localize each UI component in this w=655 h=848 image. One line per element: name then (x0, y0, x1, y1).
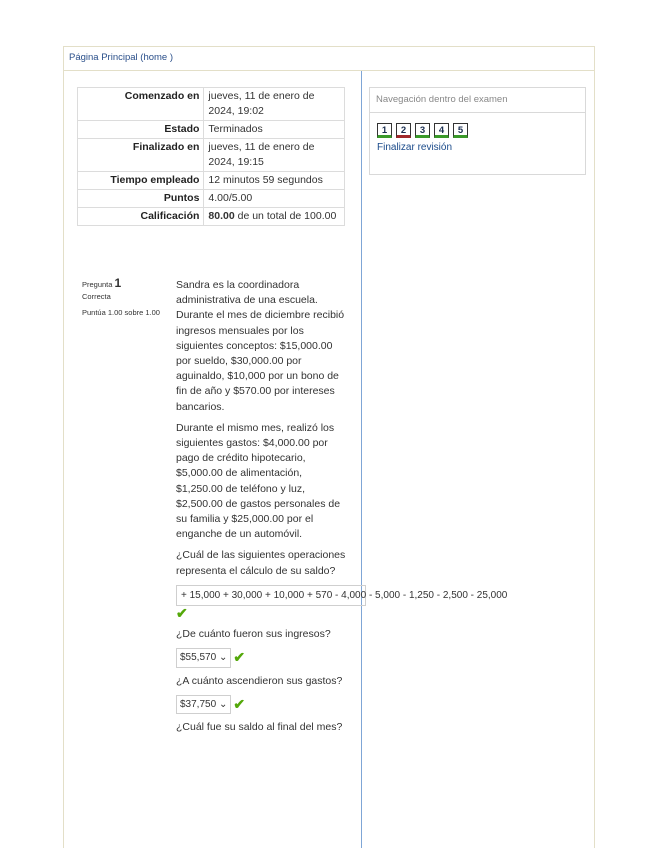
quiz-navigation-panel (369, 87, 586, 175)
summary-label: Estado (78, 121, 204, 139)
question-info (82, 277, 162, 319)
check-icon: ✔ (233, 695, 246, 712)
answer-select-expenses[interactable]: $37,750 ⌄ (176, 695, 231, 714)
quiz-navigation-buttons (377, 123, 585, 138)
column-divider (361, 71, 362, 848)
question-nav-button-1[interactable]: 1 (377, 123, 392, 138)
summary-value: jueves, 11 de enero de 2024, 19:15 (204, 139, 345, 172)
summary-label: Puntos (78, 190, 204, 208)
question-score: Puntúa 1.00 sobre 1.00 (82, 308, 160, 317)
summary-row (78, 172, 345, 190)
check-icon: ✔ (176, 605, 188, 622)
subquestion-text: ¿Cuál fue su saldo al final del mes? (176, 721, 343, 734)
answer-select-operation[interactable]: + 15,000 + 30,000 + 10,000 + 570 - 4,000 - 5,000 - 1,250 - 2,500 - 25,000 (176, 585, 366, 606)
summary-label: Calificación (78, 208, 204, 226)
attempt-summary-table (77, 87, 345, 226)
summary-row (78, 88, 345, 121)
subquestion-text: ¿A cuánto ascendieron sus gastos? (176, 674, 343, 687)
question-nav-button-4[interactable]: 4 (434, 123, 449, 138)
summary-value: 12 minutos 59 segundos (204, 172, 345, 190)
summary-row (78, 208, 345, 226)
summary-label: Finalizado en (78, 139, 204, 172)
subquestion-text: ¿De cuánto fueron sus ingresos? (176, 628, 331, 641)
grade-total: de un total de 100.00 (234, 210, 337, 222)
question-content (176, 278, 508, 741)
summary-label: Tiempo empleado (78, 172, 204, 190)
question-paragraph: Durante el mismo mes, realizó los siguientes gastos: $4,000.00 por pago de crédito hipotecario, $5,000.00 de alimentación, $1,250.00 de teléfono y luz, $2,500.00 de gastos personales de su familia y $25,000.00 por el enganche de un automóvil. (176, 421, 341, 541)
question-number: 1 (114, 276, 122, 290)
summary-value: jueves, 11 de enero de 2024, 19:02 (204, 88, 345, 121)
summary-row (78, 139, 345, 172)
answer-select-income[interactable]: $55,570 ⌄ (176, 648, 231, 667)
question-nav-button-5[interactable]: 5 (453, 123, 468, 138)
summary-value: Terminados (204, 121, 345, 139)
summary-value (204, 208, 345, 226)
summary-row (78, 121, 345, 139)
summary-label: Comenzado en (78, 88, 204, 121)
summary-row (78, 190, 345, 208)
question-prefix: Pregunta (82, 280, 113, 289)
summary-value: 4.00/5.00 (204, 190, 345, 208)
finish-review-link[interactable]: Finalizar revisión (377, 142, 453, 153)
grade-value: 80.00 (208, 210, 235, 222)
question-paragraph: Sandra es la coordinadora administrativa de una escuela. Durante el mes de diciembre recibió ingresos mensuales por los siguientes conceptos: $15,000.00 por sueldo, $30,000.00 por aguinaldo, $10,000 por un bono de fin de año y $570.00 por intereses bancarios. (176, 279, 345, 413)
quiz-navigation-title: Navegación dentro del examen (370, 88, 585, 113)
check-icon: ✔ (233, 649, 246, 666)
question-nav-button-3[interactable]: 3 (415, 123, 430, 138)
question-status: Correcta (82, 292, 111, 301)
breadcrumb-home-link[interactable]: Página Principal (home ) (69, 52, 174, 63)
question-nav-button-2[interactable]: 2 (396, 123, 411, 138)
chevron-down-icon: ⌄ (218, 698, 228, 710)
breadcrumb (63, 46, 595, 71)
chevron-down-icon: ⌄ (218, 652, 228, 664)
subquestion-text: ¿Cuál de las siguientes operaciones representa el cálculo de su saldo? (176, 549, 346, 577)
